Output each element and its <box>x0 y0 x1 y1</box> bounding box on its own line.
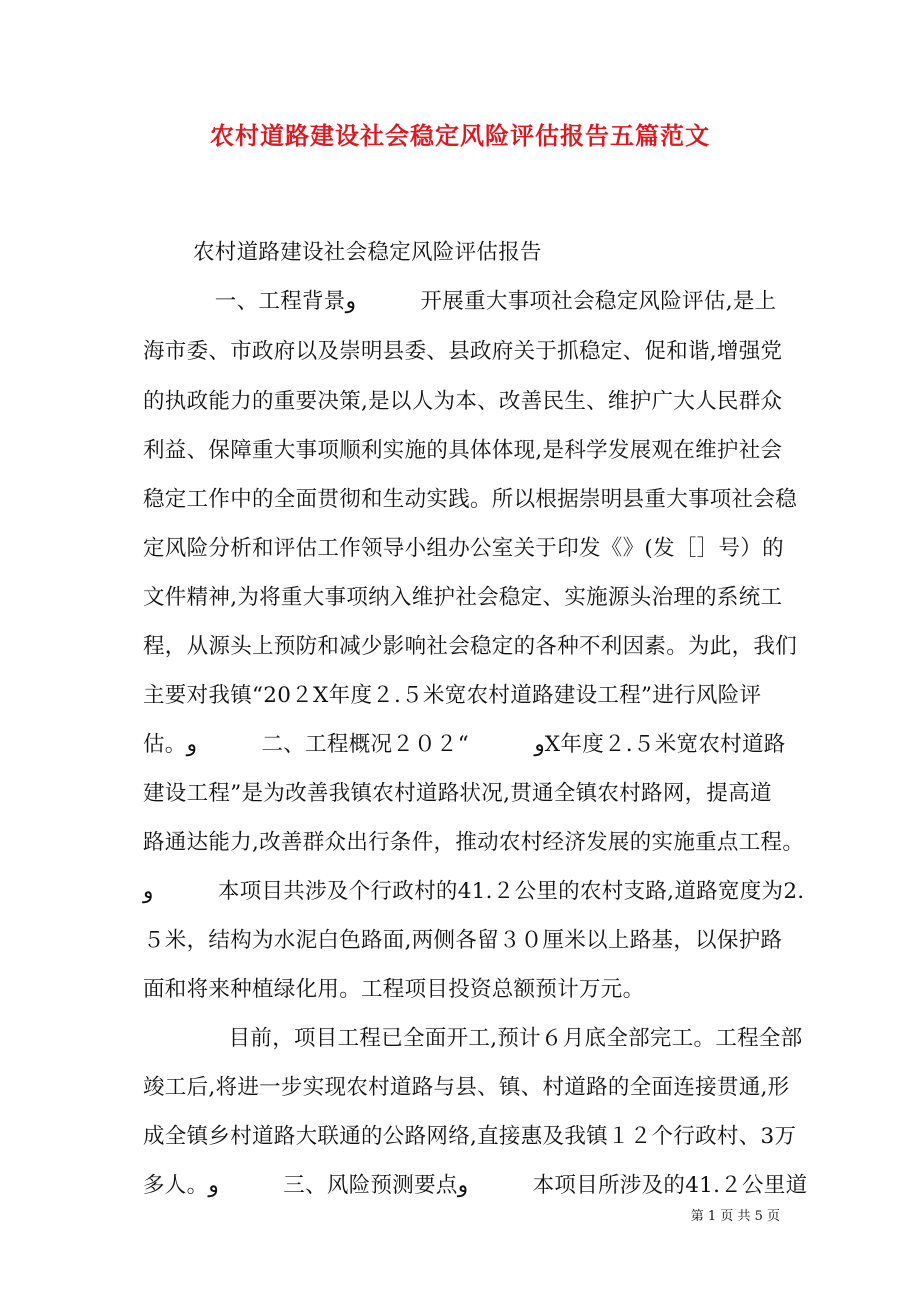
body-line: 建设工程”是为改善我镇农村道路状况,贯通全镇农村路网，提高道 <box>143 781 772 806</box>
body-line: 主要对我镇“20２X年度２.５米宽农村道路建设工程”进行风险评 <box>143 683 762 708</box>
body-line: و 本项目共涉及个行政村的41.２公里的农村支路,道路宽度为2. <box>143 879 805 904</box>
page-number: 第 1 页 共 5 页 <box>690 1209 780 1224</box>
body-line: 定风险分析和评估工作领导小组办公室关于印发《》(发［］号）的 <box>143 536 784 561</box>
body-line: 成全镇乡村道路大联通的公路网络,直接惠及我镇１２个行政村、3万 <box>143 1124 797 1149</box>
document-title: 农村道路建设社会稳定风险评估报告五篇范文 <box>210 121 710 150</box>
body-line: 面和将来种植绿化用。工程项目投资总额预计万元。 <box>143 977 645 1002</box>
document-subtitle: 农村道路建设社会稳定风险评估报告 <box>193 240 542 265</box>
body-line: 程，从源头上预防和减少影响社会稳定的各种不利因素。为此，我们 <box>143 634 798 659</box>
body-line: 目前，项目工程已全面开工,预计６月底全部完工。工程全部 <box>185 1026 803 1051</box>
body-line: 多人。و 三、风险预测要点و 本项目所涉及的41.２公里道 <box>143 1173 808 1198</box>
body-line: 一、工程背景و 开展重大事项社会稳定风险评估,是上 <box>193 289 777 314</box>
body-line: 利益、保障重大事项顺利实施的具体体现,是科学发展观在维护社会 <box>143 438 783 463</box>
body-line: ５米，结构为水泥白色路面,两侧各留３０厘米以上路基，以保护路 <box>143 928 783 953</box>
body-line: 海市委、市政府以及崇明县委、县政府关于抓稳定、促和谐,增强党 <box>143 339 783 364</box>
body-line: 文件精神,为将重大事项纳入维护社会稳定、实施源头治理的系统工 <box>143 585 783 610</box>
body-line: 估。و 二、工程概况２０２“ وX年度２.５米宽农村道路 <box>143 732 786 757</box>
body-line: 竣工后,将进一步实现农村道路与县、镇、村道路的全面连接贯通,形 <box>143 1075 790 1100</box>
body-line: 的执政能力的重要决策,是以人为本、改善民生、维护广大人民群众 <box>143 389 783 414</box>
body-line: 路通达能力,改善群众出行条件，推动农村经济发展的实施重点工程。 <box>143 830 805 855</box>
body-line: 稳定工作中的全面贯彻和生动实践。所以根据崇明县重大事项社会稳 <box>143 487 798 512</box>
